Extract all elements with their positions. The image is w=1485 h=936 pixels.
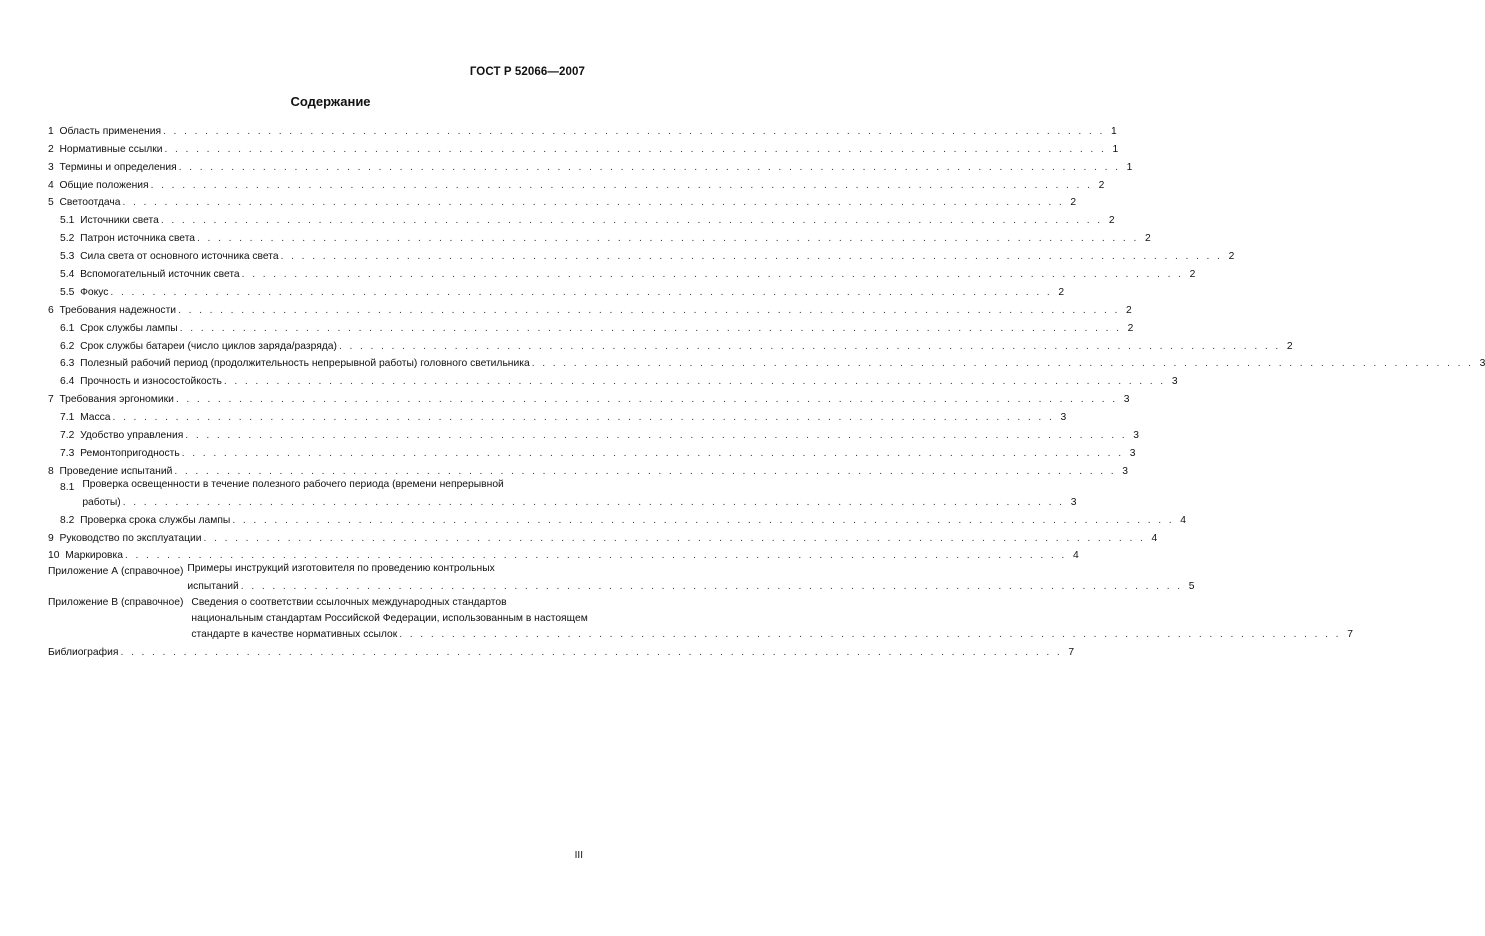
toc-entry[interactable] <box>48 406 1067 424</box>
toc-page-number: 2 <box>1144 233 1151 245</box>
toc-entry[interactable] <box>48 509 1187 527</box>
toc-entry-appendix-a[interactable] <box>48 562 1195 593</box>
dot-leader <box>123 550 1069 562</box>
dot-leader <box>240 269 1186 281</box>
toc-page-number: 2 <box>1286 340 1293 352</box>
toc-entry-line1b: национальным стандартам Российской Федерации, использованным в настоящем <box>191 613 588 625</box>
toc-entry-line1: Примеры инструкций изготовителя по проведению контрольных <box>187 563 495 575</box>
dot-leader <box>202 533 1148 545</box>
toc-entry[interactable] <box>48 335 1293 353</box>
toc-entry[interactable] <box>48 353 1485 371</box>
toc-entry[interactable] <box>48 174 1105 192</box>
toc-entry-appendix-b[interactable] <box>48 593 1353 641</box>
toc-page-number: 1 <box>1110 125 1117 137</box>
toc-entry[interactable] <box>48 460 1129 478</box>
toc-page-number: 2 <box>1127 322 1134 334</box>
dot-leader <box>176 305 1122 317</box>
toc-entry-label: 5.4 Вспомогательный источник света <box>60 269 240 281</box>
toc-entry-label: 5.3 Сила света от основного источника света <box>60 251 279 263</box>
toc-page-number: 3 <box>1070 496 1077 508</box>
dot-leader <box>118 647 1064 659</box>
toc-entry[interactable] <box>48 281 1065 299</box>
toc-page-number: 2 <box>1228 251 1235 263</box>
toc-entry[interactable] <box>48 370 1178 388</box>
toc-page-number: 2 <box>1070 197 1077 209</box>
toc-entry[interactable] <box>48 192 1077 210</box>
toc-entry-label: 4 Общие положения <box>48 179 149 191</box>
dot-leader <box>172 466 1118 478</box>
toc-entry-label: Библиография <box>48 647 119 659</box>
toc-entry-label: 8.2 Проверка срока службы лампы <box>60 514 231 526</box>
toc-entry-label: 8 Проведение испытаний <box>48 465 173 477</box>
toc-entry-label: 6.4 Прочность и износостойкость <box>60 376 222 388</box>
toc-entry[interactable] <box>48 442 1136 460</box>
toc-entry-label: 6.1 Срок службы лампы <box>60 322 178 334</box>
dot-leader <box>530 358 1476 370</box>
toc-entry[interactable] <box>48 227 1151 245</box>
toc-page-number: 3 <box>1479 358 1485 370</box>
toc-page-number: 3 <box>1133 430 1139 442</box>
dot-leader <box>279 251 1225 263</box>
dot-leader <box>230 515 1176 527</box>
toc-entry-label: 1 Область применения <box>48 125 162 137</box>
toc-page-number: 7 <box>1068 647 1075 659</box>
toc-page-number: 3 <box>1122 465 1129 477</box>
dot-leader <box>178 323 1124 335</box>
toc-entry[interactable] <box>48 527 1158 545</box>
toc-entry-line1: Сведения о соответствии ссылочных международных стандартов <box>191 597 507 609</box>
toc-entry-line2: стандарте в качестве нормативных ссылок <box>191 629 398 641</box>
toc-entry-line2: испытаний <box>187 581 239 593</box>
toc-page-number: 3 <box>1171 376 1178 388</box>
toc-entry-label: 2 Нормативные ссылки <box>48 143 163 155</box>
toc-entry-label: 5.5 Фокус <box>60 286 109 298</box>
toc-page-number: 2 <box>1108 215 1115 227</box>
toc-page-number: 3 <box>1123 394 1130 406</box>
dot-leader <box>180 448 1126 460</box>
toc-entry-label: 5 Светоотдача <box>48 197 121 209</box>
toc-entry[interactable] <box>48 245 1235 263</box>
dot-leader <box>159 215 1105 227</box>
toc-entry-number: Приложение В (справочное) <box>48 597 184 609</box>
toc-entry-label: 7.1 Масса <box>60 412 111 424</box>
toc-entry-number: 8.1 <box>60 481 75 493</box>
toc-entry-label: 3 Термины и определения <box>48 161 177 173</box>
toc-page-number: 7 <box>1347 629 1353 641</box>
toc-entry-label: 7.2 Удобство управления <box>60 430 184 442</box>
toc-page-number: 1 <box>1112 143 1119 155</box>
toc-entry[interactable] <box>48 209 1115 227</box>
toc-page-number: 2 <box>1098 179 1105 191</box>
toc-entry[interactable] <box>48 299 1132 317</box>
dot-leader <box>120 197 1066 209</box>
toc-entry-label: 9 Руководство по эксплуатации <box>48 532 202 544</box>
dot-leader <box>177 162 1123 174</box>
toc-entry[interactable] <box>48 263 1196 281</box>
toc-page-number: 4 <box>1180 514 1187 526</box>
toc-entry-bibliography[interactable] <box>48 641 1075 659</box>
toc-entry[interactable] <box>48 424 1139 442</box>
toc-page-number: 5 <box>1188 581 1195 593</box>
toc-entry-label: 5.1 Источники света <box>60 215 159 227</box>
toc-entry-label: 6 Требования надежности <box>48 304 177 316</box>
toc-entry-number: Приложение А (справочное) <box>48 566 184 578</box>
toc-entry[interactable] <box>48 156 1133 174</box>
toc-entry[interactable] <box>48 317 1134 335</box>
dot-leader <box>222 376 1168 388</box>
dot-leader <box>149 180 1095 192</box>
table-of-contents <box>48 120 1485 659</box>
dot-leader <box>111 412 1057 424</box>
toc-page-number: 2 <box>1189 269 1196 281</box>
page-title: Содержание <box>290 94 371 109</box>
toc-entry-label: 10 Маркировка <box>48 550 123 562</box>
page-number: III <box>574 850 583 861</box>
dot-leader <box>183 430 1129 442</box>
toc-entry-label: 6.2 Срок службы батареи (число циклов заряда/разряда) <box>60 340 337 352</box>
dot-leader <box>108 287 1054 299</box>
toc-entry[interactable] <box>48 388 1130 406</box>
standard-header: ГОСТ Р 52066—2007 <box>469 66 585 78</box>
toc-page-number: 2 <box>1058 286 1065 298</box>
toc-page-number: 3 <box>1060 412 1067 424</box>
toc-entry[interactable] <box>48 478 1077 509</box>
toc-page-number: 4 <box>1072 550 1079 562</box>
toc-entry-label: 5.2 Патрон источника света <box>60 233 196 245</box>
dot-leader <box>174 394 1120 406</box>
dot-leader <box>163 144 1109 156</box>
dot-leader <box>239 581 1185 593</box>
toc-entry-line1: Проверка освещенности в течение полезного рабочего периода (времени непрерывной <box>82 478 504 490</box>
dot-leader <box>195 233 1141 245</box>
toc-entry-label: 7 Требования эргономики <box>48 394 174 406</box>
dot-leader <box>161 126 1107 138</box>
dot-leader <box>397 629 1343 641</box>
toc-entry-line2: работы) <box>82 496 121 508</box>
toc-page-number: 4 <box>1151 532 1158 544</box>
toc-page-number: 3 <box>1129 447 1136 459</box>
toc-entry[interactable] <box>48 138 1119 156</box>
toc-entry[interactable] <box>48 545 1079 563</box>
toc-entry[interactable] <box>48 120 1117 138</box>
toc-page-number: 1 <box>1126 161 1133 173</box>
toc-page-number: 2 <box>1126 304 1132 316</box>
dot-leader <box>337 341 1283 353</box>
toc-entry-label: 6.3 Полезный рабочий период (продолжительность непрерывной работы) головного светильника <box>60 358 530 370</box>
toc-entry-label: 7.3 Ремонтопригодность <box>60 447 180 459</box>
dot-leader <box>121 497 1067 509</box>
